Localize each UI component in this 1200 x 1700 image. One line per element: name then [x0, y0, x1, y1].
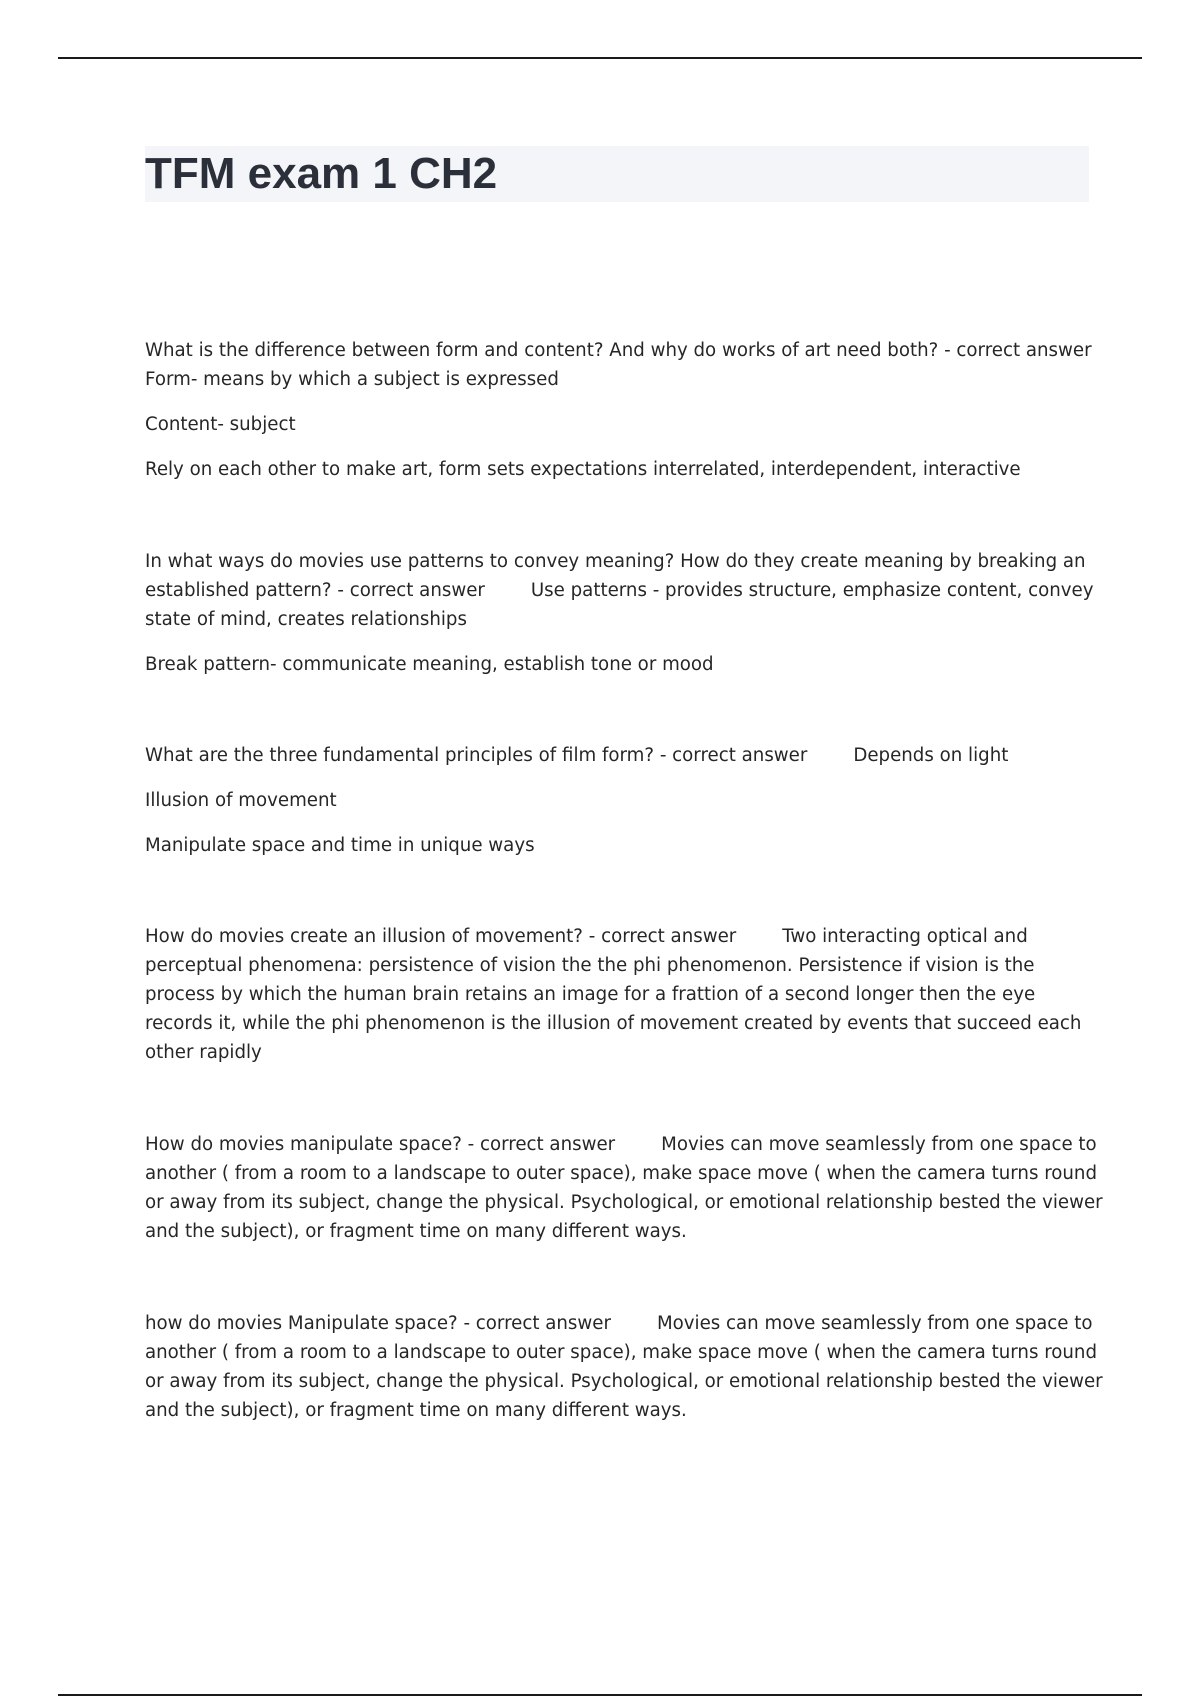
qa-item-2	[145, 547, 1094, 679]
answer-text: records it, while the phi phenomenon is the illusion of movement created by events that succeed each	[145, 1013, 1082, 1034]
question-text: how do movies Manipulate space? - correct answer	[145, 1313, 611, 1334]
question-text	[145, 576, 1094, 605]
answer-text: another ( from a room to a landscape to outer space), make space move ( when the camera turns round	[145, 1163, 1098, 1184]
answer-text: Content- subject	[145, 414, 296, 435]
answer-text: perceptual phenomena: persistence of vision the the phi phenomenon. Persistence if vision is the	[145, 955, 1035, 976]
answer-text: or away from its subject, change the physical. Psychological, or emotional relationship bested the viewer	[145, 1371, 1103, 1392]
question-text: What are the three fundamental principles of film form? - correct answer	[145, 745, 808, 766]
answer-text: Movies can move seamlessly from one space to	[656, 1313, 1093, 1334]
answer-text: Movies can move seamlessly from one space to	[661, 1134, 1097, 1155]
qa-item-1	[145, 336, 1090, 484]
answer-text: Manipulate space and time in unique ways	[145, 835, 535, 856]
top-rule	[58, 57, 1142, 59]
answer-text: Depends on light	[853, 745, 1009, 766]
answer-text: process by which the human brain retains an image for a frattion of a second longer then the eye	[145, 984, 1036, 1005]
question-text: How do movies create an illusion of movement? - correct answer	[145, 926, 737, 947]
qa-item-6	[145, 1309, 1103, 1425]
answer-text: Rely on each other to make art, form sets expectations interrelated, interdependent, interactive	[145, 459, 1021, 480]
bottom-rule	[58, 1694, 1142, 1696]
answer-text: other rapidly	[145, 1042, 262, 1063]
answer-text: state of mind, creates relationships	[145, 609, 467, 630]
answer-text: Use patterns - provides structure, emphasize content, convey	[530, 580, 1094, 601]
answer-text: Break pattern- communicate meaning, establish tone or mood	[145, 654, 714, 675]
answer-text: or away from its subject, change the physical. Psychological, or emotional relationship bested the viewer	[145, 1192, 1103, 1213]
qa-item-4	[145, 922, 1090, 1067]
answer-text: Illusion of movement	[145, 790, 337, 811]
question-text: In what ways do movies use patterns to convey meaning? How do they create meaning by breaking an	[145, 551, 1086, 572]
answer-text: Two interacting optical and	[782, 926, 1028, 947]
document-title: TFM exam 1 CH2	[145, 149, 498, 198]
question-text: What is the difference between form and content? And why do works of art need both? - correct answer	[145, 340, 1092, 361]
qa-item-5	[145, 1130, 1103, 1246]
answer-text: and the subject), or fragment time on many different ways.	[145, 1221, 687, 1242]
question-text-end: established pattern? - correct answer	[145, 580, 485, 601]
answer-text: another ( from a room to a landscape to outer space), make space move ( when the camera turns round	[145, 1342, 1098, 1363]
qa-item-3	[145, 741, 1090, 860]
answer-text: Form- means by which a subject is expressed	[145, 369, 559, 390]
question-text: How do movies manipulate space? - correct answer	[145, 1134, 616, 1155]
answer-text: and the subject), or fragment time on many different ways.	[145, 1400, 687, 1421]
